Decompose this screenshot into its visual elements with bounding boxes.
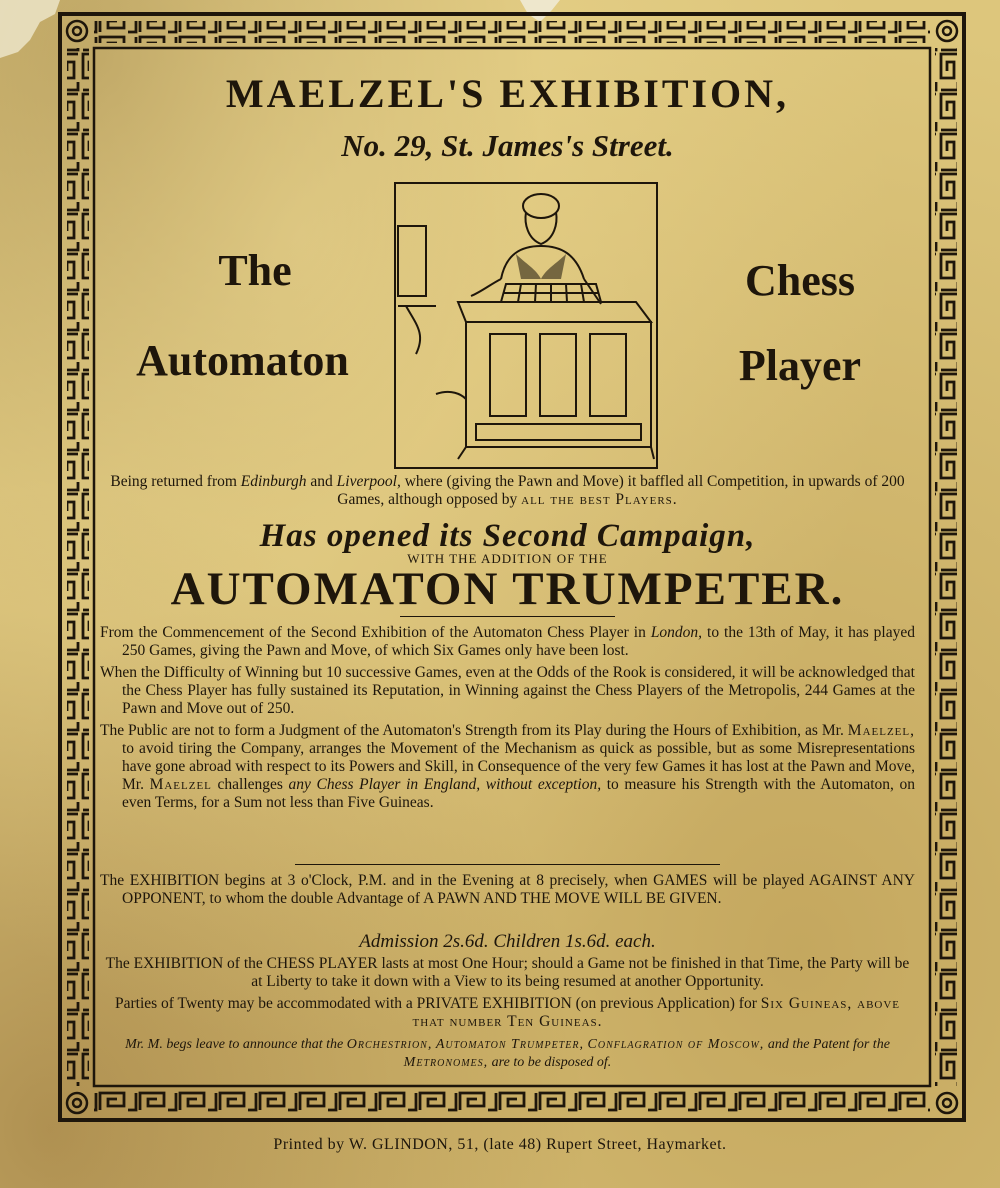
headline-the: The: [218, 246, 292, 295]
announcement-note: Mr. M. begs leave to announce that the Orchestrion, Automaton Trumpeter, Conflagration of Moscow, and the Patent for the Metronomes, are to be disposed of.: [125, 1037, 890, 1070]
poster-content: [100, 60, 915, 1072]
poster-address: No. 29, St. James's Street.: [341, 128, 674, 163]
paragraph-public-judgment: The Public are not to form a Judgment of the Automaton's Strength from its Play during the Hours of Exhibition, as Mr. Maelzel, to avoid tiring the Company, arranges the Movement of the Mechanism as quick as possible, but as some Misrepresentations have gone abroad with respect to its Powers and Skill, in Consequence of the very few Games it has lost at the Pawn and Move, Mr. Maelzel challenges any Chess Player in England, without exception, to measure his Strength with the Automaton, on even Terms, for a Sum not less than Five Guineas.: [100, 722, 915, 811]
headline-player: Player: [738, 341, 862, 390]
automaton-trumpeter-title: AUTOMATON TRUMPETER.: [170, 563, 845, 615]
paragraph-exhibition-hours: The EXHIBITION begins at 3 o'Clock, P.M. and in the Evening at 8 precisely, when GAMES will be played AGAINST ANY OPPONENT, to whom the double Advantage of A PAWN AND THE MOVE WILL BE GIVEN.: [100, 872, 915, 907]
exhibition-times: [100, 872, 915, 912]
automaton-chess-player-engraving: [394, 182, 658, 469]
intro-paragraph: Being returned from Edinburgh and Liverpool, where (giving the Pawn and Move) it baffled all Competition, in upwards of 200 Games, although opposed by all the best Players.: [110, 473, 905, 508]
poster-title: MAELZEL'S EXHIBITION,: [225, 71, 790, 116]
printer-credit: Printed by W. GLINDON, 51, (late 48) Rupert Street, Haymarket.: [273, 1136, 727, 1153]
headline-chess: Chess: [744, 256, 856, 305]
body-paragraphs: [100, 624, 915, 816]
campaign-headline: Has opened its Second Campaign,: [259, 518, 756, 554]
admission-prices: Admission 2s.6d. Children 1s.6d. each.: [359, 931, 656, 952]
paragraph-commencement: From the Commencement of the Second Exhibition of the Automaton Chess Player in London, to the 13th of May, it has played 250 Games, giving the Pawn and Move, of which Six Games only have been lost.: [100, 624, 915, 659]
headline-automaton: Automaton: [136, 336, 349, 385]
exhibition-details: [100, 955, 915, 1035]
paragraph-difficulty: When the Difficulty of Winning but 10 successive Games, even at the Odds of the Rook is considered, it will be acknowledged that the Chess Player has fully sustained its Reputation, in Winning against the Chess Players of the Metropolis, 244 Games at the Pawn and Move out of 250.: [100, 664, 915, 717]
divider-line: [400, 616, 615, 617]
campaign-with-line: WITH THE ADDITION OF THE: [407, 551, 608, 566]
paragraph-duration: The EXHIBITION of the CHESS PLAYER lasts at most One Hour; should a Game not be finished in that Time, the Party will be at Liberty to take it down with a View to its being resumed at another Opportunity.: [105, 955, 910, 990]
paragraph-private-exhibition: Parties of Twenty may be accommodated with a PRIVATE EXHIBITION (on previous Application) for Six Guineas, above that number Ten Guineas.: [114, 995, 901, 1030]
divider-line: [295, 864, 720, 865]
